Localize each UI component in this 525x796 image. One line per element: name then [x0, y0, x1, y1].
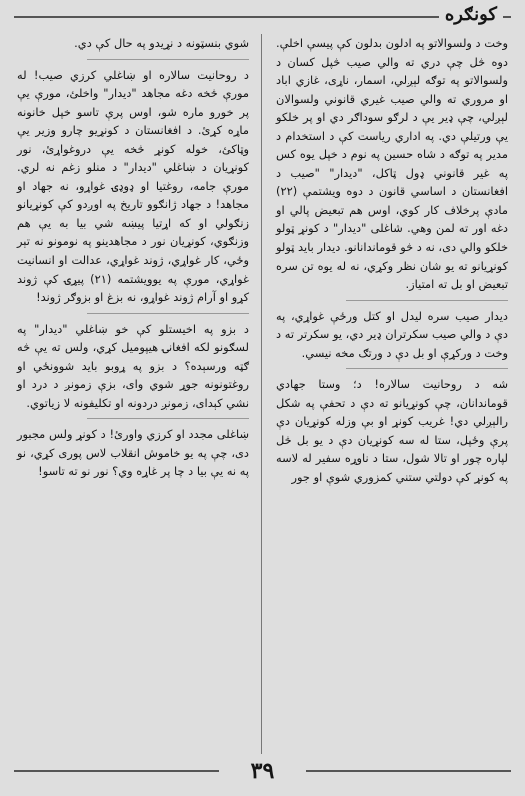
left-paragraph-2: د روحانیت سالاره او ښاغلي کرزي صیب! له مورې څخه دغه مجاهد "دیدار" واخلئ، مورې یې پر خورو ماره شو، اوس پرې تاسو خپل خانونه ماړه کړئ. د افغانستان د کونړیو چارو وزیر یې وټاکئ، خوله کونړ څخه یې دروغواړئ، نور کونړیان د ښاغلي "دیدار" د منلو زغم نه لري. مورې جامه، روغتیا او ډوډۍ غواړو، نه جهاد او مجاهد! د جهاد ژانګوو تاریخ په اوږدو کې کونړیانو زنګولي او که اړتیا پیښه شي بیا به یې هم وزنګوي، کونړیان نور د مجاهدینو په نومونو نه تېر وځي، کار غواړي، ژوند غواړي، عدالت او انسانیت غواړي، مورې په یوویشتمه (۲۱) پیړۍ کې ژوند کړو او آرام ژوند غواړو، نه بزغ او بزوګر ژوند! [17, 67, 249, 305]
left-paragraph-4: ښاغلی مجدد او کرزي واورئ! د کونړ ولس مجبور دی، چې په یو خاموش انقلاب لاس پوری کړي، نو په نه یې بیا د چا پر غاړه وي؟ نور نو ته تاسو! [17, 427, 249, 479]
right-column [276, 34, 508, 491]
right-paragraph-3: شه د روحانیت سالاره! د؛ وستا جهادي قوماندانان، چې کونړیانو ته دې د تحفې په شکل رالېږلي دي! غریب کونړ او بې وزله کونړیان دې پرې وځپل، ستا له سه کونړیان دې د یو بل څل لپاره چور او تالا شول، ستا د ناوړه سفیر له لاسه په کونړ کې دولتي ستني کمزوري شوې او جور [276, 377, 508, 485]
left-paragraph-1: شوي بنسټونه د نړیدو په حال کې دي. [74, 36, 249, 50]
paragraph-divider [346, 368, 508, 369]
header-title: کونګره [439, 4, 503, 25]
right-paragraph-2: دیدار صیب سره لیدل او کتل ورځې غواړي، په دې د والي صیب سکرتران ډیر دي، یو سکرتر ته د وخت د ورکړې او بل دې د ورتګ مخه نیسي. [276, 308, 508, 360]
paragraph-divider [87, 59, 249, 60]
right-paragraph-1: وخت د ولسوالاتو په ادلون بدلون کې پیسې اخلې. دوه څل چې دري ته والي صیب څپل کسان د ولسوالاتو په توګه لېږلي، اسمار، ناړی، غازي اباد او مروري ته والي صیب غیري قانوني ولسوالان لېږلي، چې ډیر یې د لرګو سوداګر دي او پر خلکو یې ورتیلې دي. په اداري ریاست کې د استخدام د مدیر په توګه د شاه حسین په نوم د خپل یوه کس په غیر قانوني ډول ټاکل، "دیدار" "صیب د افغانستان د اساسي قانون د دوه ویشتمې (۲۲) مادې پرخلاف کار کوي، اوس هم تبعیض پالي او دغه اور ته لمن وهي. شاغلی "دیدار" د کونړ ټولو خلکو والي دی، نه د څو قوماندانانو. دیدار باید ټولو کونړیانو ته یو شان نظر وکړي، نه له یوه تن سره تبعیض او بل ته امتیاز. [276, 36, 508, 292]
column-divider [261, 34, 262, 754]
page-number-text: ۳۹ [243, 758, 283, 784]
header-rule [14, 16, 511, 18]
page-number [0, 758, 525, 784]
paragraph-divider [87, 313, 249, 314]
left-column [17, 34, 249, 485]
left-paragraph-3: د بزو په اخیستلو کې خو ښاغلي "دیدار" په لسګونو لکه افغانۍ هیپومیل کړي، ولس ته یې څه ګټه ورسېده؟ د بزو په ړوبو باید شوونځي او روغتونونه جوړ شوي وای، بزې زمونږ د درد او نشي کېدای، زمونږ دردونه او تکلیفونه لا زیاتوي. [17, 321, 249, 410]
paragraph-divider [87, 418, 249, 419]
paragraph-divider [346, 300, 508, 301]
